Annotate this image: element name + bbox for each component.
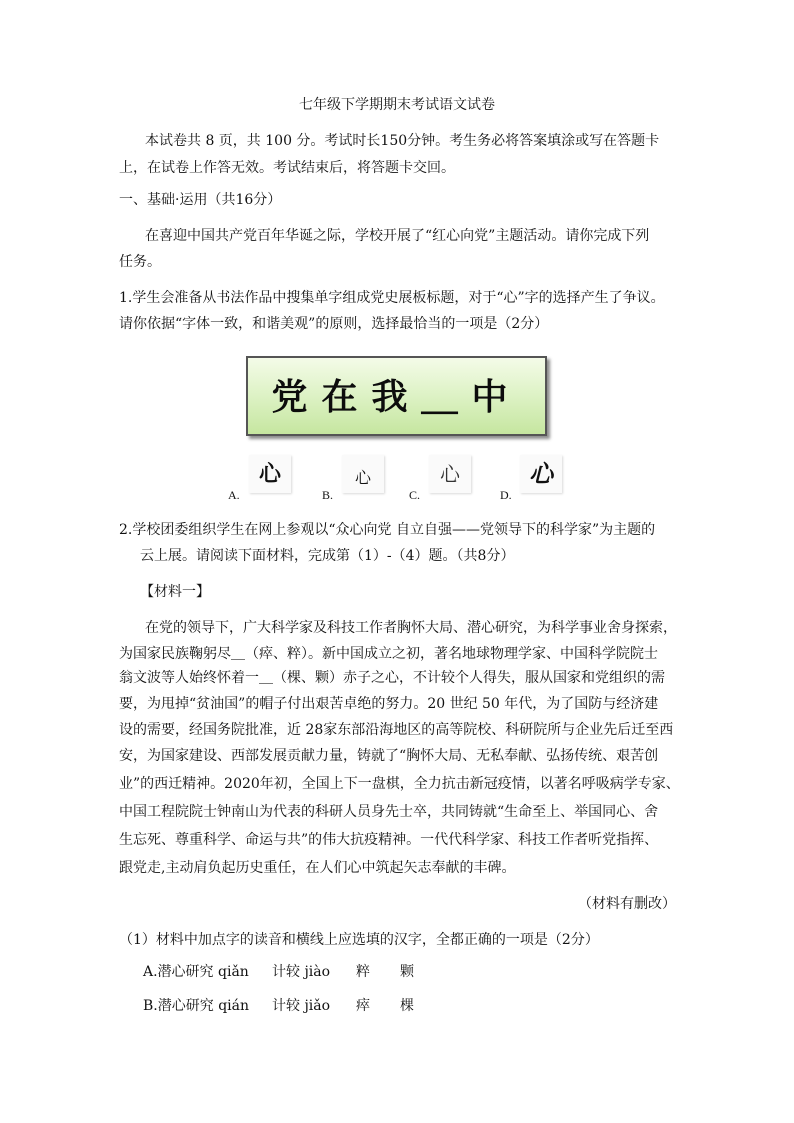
option-c-image — [429, 455, 471, 493]
material-line: 中国工程院院士钟南山为代表的科研人员身先士卒，共同铸就“生命至上、举国同心、舍 — [119, 804, 659, 820]
material-line: 在党的领导下，广大科学家及科技工作者胸怀大局、潜心研究，为科学事业舍身探索， — [145, 620, 677, 636]
option-c-label: C. — [409, 488, 421, 502]
banner-text: 党在我＿中 — [271, 376, 522, 418]
sub-question-1-stem: （1）材料中加点字的读音和横线上应选填的汉字，全都正确的一项是（2分） — [119, 932, 599, 948]
intro-line-1: 本试卷共 8 页，共 100 分。考试时长150分钟。考生务必将答案填涂或写在答题卡 — [145, 133, 660, 149]
choice-a-char-1: 粹 — [356, 964, 370, 980]
material-line: 生忘死、尊重科学、命运与共”的伟大抗疫精神。一代代科学家、科技工作者听党指挥、 — [119, 832, 659, 848]
choice-b-word: 计较 jiǎo — [272, 998, 331, 1014]
material-line: 为国家民族鞠躬尽＿（瘁、粹）。新中国成立之初，著名地球物理学家、中国科学院院士 — [119, 646, 658, 662]
page-title: 七年级下学期期末考试语文试卷 — [299, 97, 495, 113]
choice-a-label: A.潜心研究 qiǎn — [143, 964, 249, 980]
option-b-image — [342, 455, 384, 493]
choice-b-label: B.潜心研究 qián — [143, 998, 249, 1014]
material-line: 跟党走,主动肩负起历史重任，在人们心中筑起矢志奉献的丰碑。 — [119, 860, 516, 876]
section-context-1: 在喜迎中国共产党百年华诞之际，学校开展了“红心向党”主题活动。请你完成下列 — [145, 228, 650, 244]
material-line: 业”的西迁精神。2020年初，全国上下一盘棋，全力抗击新冠疫情，以著名呼吸病学专家、 — [119, 776, 680, 792]
option-d-glyph: 心 — [529, 459, 553, 488]
option-a-image — [249, 455, 291, 493]
material-heading: 【材料一】 — [140, 584, 210, 600]
material-line: 要，为甩掉“贫油国”的帽子付出艰苦卓绝的努力。20 世纪 50 年代，为了国防与经济建 — [119, 696, 659, 712]
option-d-image — [520, 455, 562, 493]
option-a-label: A. — [228, 488, 240, 502]
choice-a-word: 计较 jiào — [272, 964, 331, 980]
option-b-glyph: 心 — [354, 468, 371, 487]
section-context-2: 任务。 — [119, 254, 161, 270]
q1-stem-2: 请你依据“字体一致，和谐美观”的原则，选择最恰当的一项是（2分） — [119, 316, 549, 332]
source-note: （材料有删改） — [578, 896, 676, 912]
option-d-label: D. — [500, 488, 512, 502]
intro-line-2: 上，在试卷上作答无效。考试结束后，将答题卡交回。 — [119, 160, 455, 176]
q1-stem-1: 1.学生会准备从书法作品中搜集单字组成党史展板标题，对于“心”字的选择产生了争议。 — [119, 290, 665, 306]
choice-b-char-1: 瘁 — [356, 998, 370, 1014]
option-a-glyph: 心 — [258, 461, 281, 487]
material-line: 安，为国家建设、西部发展贡献力量，铸就了“胸怀大局、无私奉献、弘扬传统、艰苦创 — [119, 748, 659, 764]
choice-a-char-2: 颗 — [400, 964, 414, 980]
material-line: 翁文波等人始终怀着一＿（棵、颗）赤子之心，不计较个人得失，服从国家和党组织的需 — [119, 670, 665, 686]
calligraphy-banner — [246, 356, 547, 436]
choice-b-char-2: 棵 — [400, 998, 414, 1014]
option-b-label: B. — [322, 488, 334, 502]
material-line: 设的需要，经国务院批准，近 28家东部沿海地区的高等院校、科研院所与企业先后迁至西 — [119, 722, 674, 738]
section-heading: 一、基础·运用（共16分） — [119, 192, 282, 208]
option-c-glyph: 心 — [440, 462, 460, 486]
q2-stem-2: 云上展。请阅读下面材料，完成第（1）-（4）题。（共8分） — [140, 548, 515, 564]
q2-stem-1: 2.学校团委组织学生在网上参观以“众心向党 自立自强——党领导下的科学家”为主题的 — [119, 522, 656, 538]
